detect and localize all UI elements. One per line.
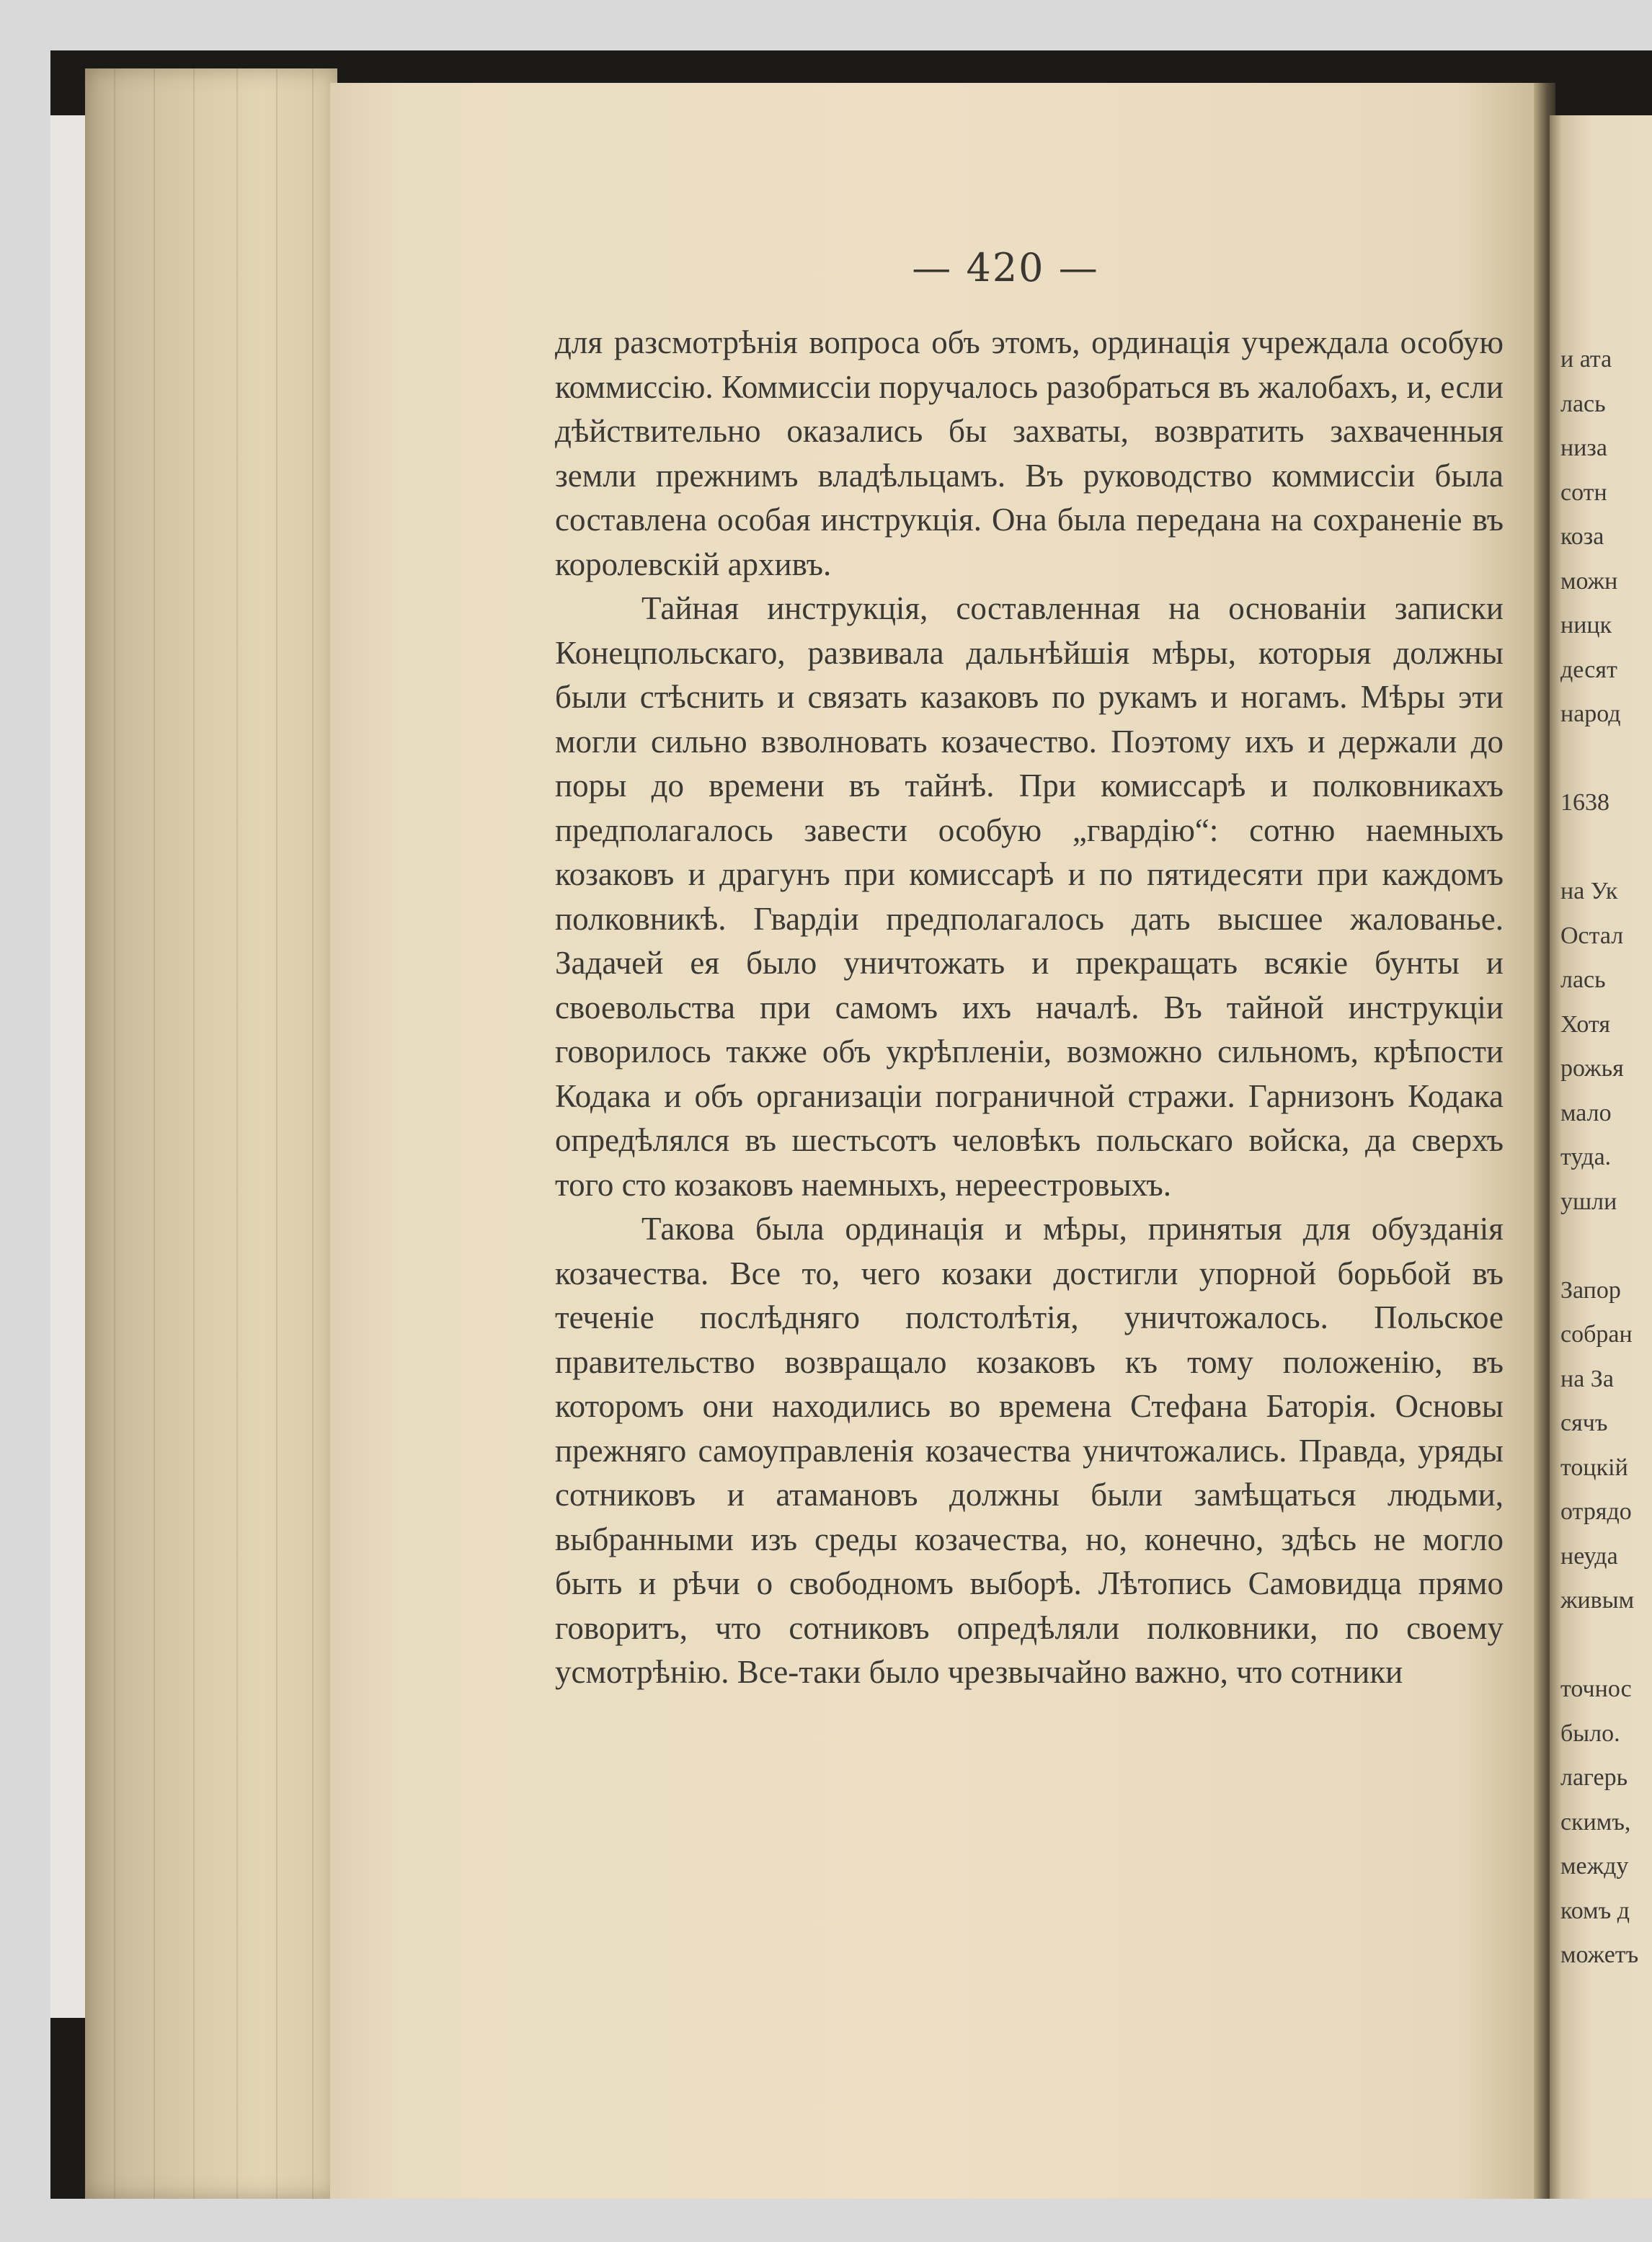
facing-page-line: и ата [1560, 346, 1612, 373]
paragraph-2: Тайная инструкція, составленная на основаніи записки Конецпольскаго, развивала дальнѣйшія мѣры, которыя должны были стѣснить и связать казаковъ по рукамъ и ногамъ. Мѣры эти могли сильно взволновать козачество. Поэтому ихъ и держали до поры до времени въ тайнѣ. При комиссарѣ и полковникахъ предполагалось завести особую „гвардію“: сотню наемныхъ козаковъ и драгунъ при комиссарѣ и по пятидесяти при каждомъ полковникѣ. Гвардіи предполагалось дать высшее жалованье. Задачей ея было уничтожать и прекращать всякіе бунты и своевольства при самомъ ихъ началѣ. Въ тайной инструкціи говорилось также объ укрѣпленіи, возможно сильномъ, крѣпости Кодака и объ организаціи пограничной стражи. Гарнизонъ Кодака опредѣлялся въ шестьсотъ человѣкъ польскаго войска, да сверхъ того сто козаковъ наемныхъ, нереестровыхъ. [555, 590, 1504, 1203]
facing-page-line: сячъ [1560, 1410, 1608, 1436]
facing-page-line: на Ук [1560, 878, 1618, 904]
facing-page-line: 1638 [1560, 789, 1609, 816]
facing-page-line: сотн [1560, 479, 1607, 506]
page-body-text [555, 321, 1504, 1695]
page-number: — 420 — [912, 245, 1099, 290]
facing-page-line: десят [1560, 656, 1617, 683]
facing-page-line: отрядо [1560, 1498, 1632, 1525]
facing-page-line: тоцкій [1560, 1454, 1628, 1481]
facing-page-line: Остал [1560, 922, 1624, 949]
facing-page-line: ницк [1560, 612, 1612, 639]
facing-page-line: живым [1560, 1587, 1635, 1614]
facing-page-line: мало [1560, 1099, 1612, 1126]
facing-page-line: лась [1560, 966, 1606, 993]
facing-page-line: туда. [1560, 1144, 1612, 1170]
facing-page-line: скимъ, [1560, 1808, 1631, 1836]
facing-page-line: ушли [1560, 1188, 1617, 1215]
facing-page-line: на За [1560, 1365, 1614, 1392]
facing-page-line: комъ д [1560, 1897, 1630, 1924]
facing-page-line: между [1560, 1853, 1629, 1880]
facing-page-line: Хотя [1560, 1010, 1611, 1038]
facing-page-line: неуда [1560, 1542, 1618, 1570]
facing-page-line: коза [1560, 523, 1604, 550]
facing-page-line: было. [1560, 1720, 1620, 1747]
facing-page-line: лась [1560, 390, 1606, 417]
paragraph-3: Такова была ординація и мѣры, принятыя для обузданія козачества. Все то, чего козаки достигли упорной борьбой въ теченіе послѣдняго полстолѣтія, уничтожалось. Польское правительство возвращало козаковъ къ тому положенію, въ которомъ они находились во времена Стефана Баторія. Основы прежняго самоуправленія козачества уничтожались. Правда, уряды сотниковъ и атамановъ должны были замѣщаться людьми, выбранными изъ среды козачества, но, конечно, здѣсь не могло быть и рѣчи о свободномъ выборѣ. Лѣтопись Самовидца прямо говоритъ, что сотниковъ опредѣляли полковники, по своему усмотрѣнію. Все-таки было чрезвычайно важно, что сотники [555, 1211, 1504, 1690]
facing-page-line: можн [1560, 567, 1618, 595]
facing-page-line: можетъ [1560, 1941, 1639, 1968]
facing-page-line: лагерь [1560, 1764, 1628, 1791]
page-edges-stack [85, 68, 337, 2199]
paragraph-1: для разсмотрѣнія вопроса объ этомъ, ординація учреждала особую коммиссію. Коммиссіи поручалось разобраться въ жалобахъ, и, если дѣйствительно оказались бы захваты, возвратить захваченныя земли прежнимъ владѣльцамъ. Въ руководство коммиссіи была составлена особая инструкція. Она была передана на сохраненіе въ королевскій архивъ. [555, 324, 1504, 582]
facing-page-line: народ [1560, 700, 1621, 727]
facing-page-line: Запор [1560, 1276, 1621, 1304]
facing-page-line: точнос [1560, 1676, 1632, 1702]
facing-page-line: собран [1560, 1321, 1633, 1348]
facing-page-text [1560, 346, 1652, 2003]
facing-page-line: низа [1560, 435, 1607, 461]
facing-page-line: рожья [1560, 1055, 1624, 1082]
